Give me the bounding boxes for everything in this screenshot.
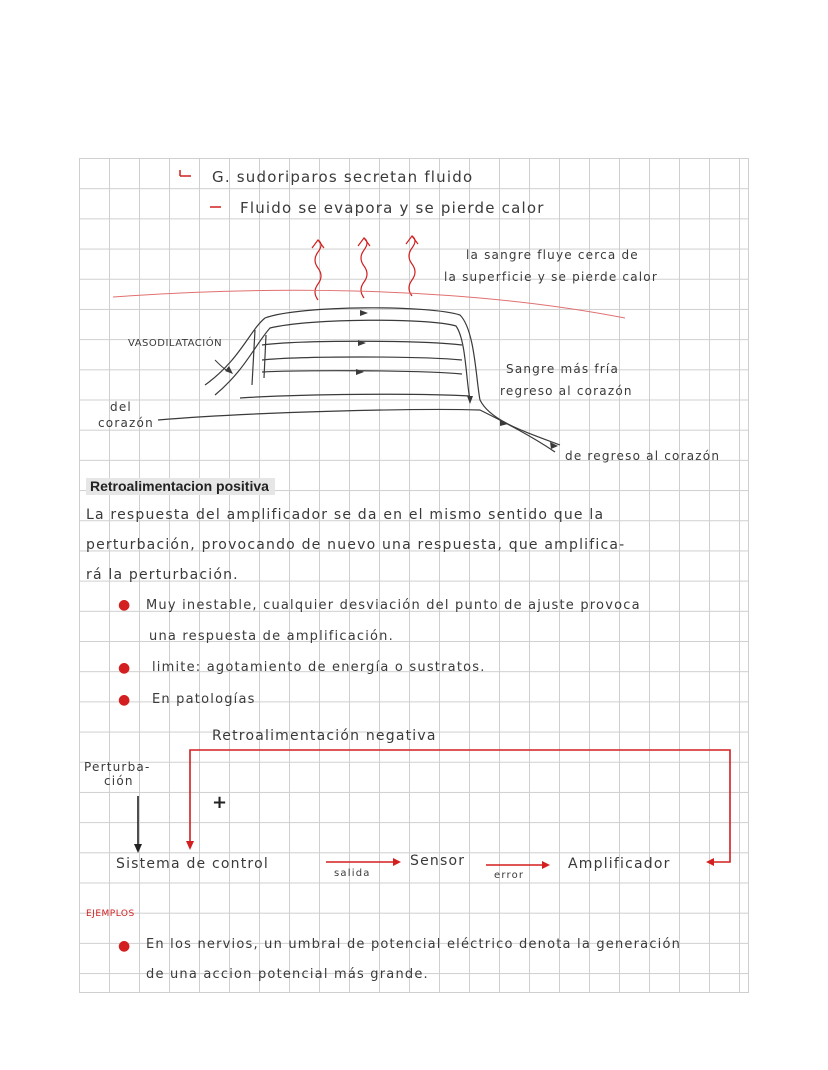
perturbation-arrow-head	[134, 844, 142, 853]
label-surface-2: la superficie y se pierde calor	[444, 270, 658, 284]
label-return-heart: de regreso al corazón	[565, 449, 721, 463]
label-cooler-2: regreso al corazón	[500, 384, 633, 398]
output-label: salida	[334, 868, 371, 879]
perturbation-label-2: ción	[104, 774, 134, 788]
bullet-1-line-2: una respuesta de amplificación.	[149, 629, 394, 644]
bullet-3: En patologías	[152, 692, 256, 707]
system-label: Sistema de control	[116, 856, 269, 872]
amplifier-label: Amplificador	[568, 856, 671, 872]
para-line-2: perturbación, provocando de nuevo una respuesta, que amplifica-	[86, 537, 626, 553]
flow-arrows	[356, 310, 558, 449]
label-vasodilation: VASODILATACIÓN	[128, 338, 223, 349]
feedback-loop	[190, 750, 730, 865]
example-line-2: de una accion potencial más grande.	[146, 967, 429, 982]
plus-sign: +	[212, 792, 229, 813]
bullet-dot-2: ●	[118, 660, 131, 676]
para-line-1: La respuesta del amplificador se da en el mismo sentido que la	[86, 507, 605, 523]
label-cooler-1: Sangre más fría	[506, 362, 620, 376]
bullet-2: limite: agotamiento de energía o sustratos.	[152, 660, 486, 675]
blood-vessels	[158, 308, 560, 452]
top-line-1: G. sudoriparos secretan fluido	[212, 168, 474, 186]
example-line-1: En los nervios, un umbral de potencial eléctrico denota la generación	[146, 937, 682, 952]
label-from-heart-1: del	[110, 400, 132, 414]
label-surface-1: la sangre fluye cerca de	[466, 248, 639, 262]
bullet-dot-example: ●	[118, 938, 131, 954]
top-line-2: Fluido se evapora y se pierde calor	[240, 199, 545, 217]
para-line-3: rá la perturbación.	[86, 567, 239, 583]
sensor-label: Sensor	[410, 853, 466, 869]
section-title-positive	[86, 476, 275, 495]
loop-title: Retroalimentación negativa	[212, 728, 437, 744]
bullet-dot-3: ●	[118, 692, 131, 708]
bullet-1-line-1: Muy inestable, cualquier desviación del punto de ajuste provoca	[146, 598, 641, 613]
perturbation-label-1: Perturba-	[84, 760, 151, 774]
examples-title: EJEMPLOS	[86, 909, 135, 919]
bullet-dot-1: ●	[118, 597, 131, 613]
highlighted-title: Retroalimentacion positiva	[86, 478, 275, 495]
error-label: error	[494, 870, 525, 881]
skin-surface-line	[113, 290, 625, 318]
label-from-heart-2: corazón	[98, 416, 154, 430]
